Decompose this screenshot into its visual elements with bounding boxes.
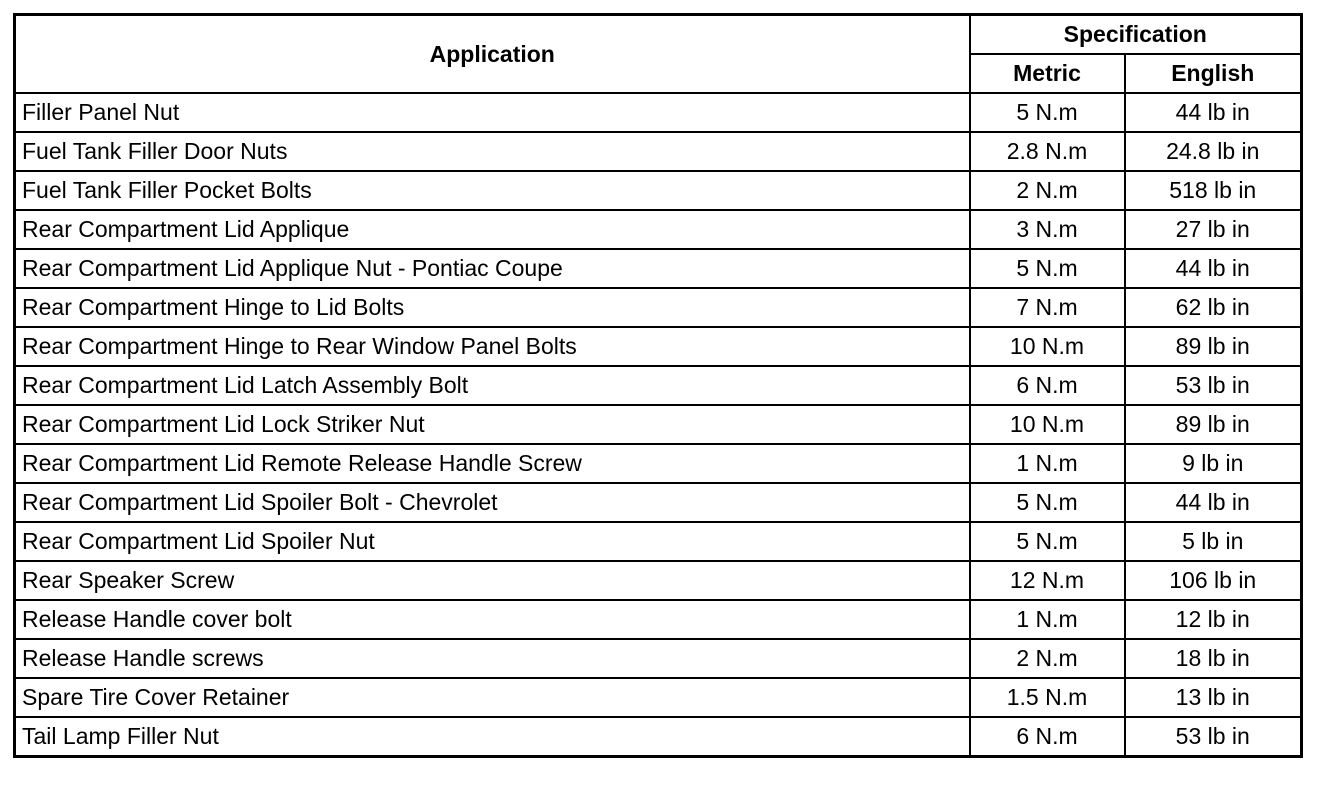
application-cell: Release Handle cover bolt	[15, 600, 970, 639]
english-cell: 44 lb in	[1125, 483, 1302, 522]
metric-cell: 5 N.m	[970, 483, 1125, 522]
table-row	[15, 132, 1302, 171]
english-cell: 12 lb in	[1125, 600, 1302, 639]
english-header: English	[1125, 54, 1302, 93]
application-cell: Release Handle screws	[15, 639, 970, 678]
table-body	[15, 93, 1302, 757]
english-cell: 24.8 lb in	[1125, 132, 1302, 171]
table-row	[15, 678, 1302, 717]
application-cell: Rear Compartment Lid Lock Striker Nut	[15, 405, 970, 444]
metric-cell: 1.5 N.m	[970, 678, 1125, 717]
english-cell: 5 lb in	[1125, 522, 1302, 561]
application-cell: Rear Speaker Screw	[15, 561, 970, 600]
table-row	[15, 600, 1302, 639]
table-row	[15, 210, 1302, 249]
application-cell: Rear Compartment Lid Spoiler Nut	[15, 522, 970, 561]
table-row	[15, 366, 1302, 405]
application-cell: Rear Compartment Hinge to Rear Window Panel Bolts	[15, 327, 970, 366]
table-row	[15, 327, 1302, 366]
english-cell: 18 lb in	[1125, 639, 1302, 678]
english-cell: 89 lb in	[1125, 405, 1302, 444]
metric-cell: 5 N.m	[970, 249, 1125, 288]
metric-cell: 2 N.m	[970, 639, 1125, 678]
metric-cell: 10 N.m	[970, 405, 1125, 444]
english-cell: 62 lb in	[1125, 288, 1302, 327]
table-row	[15, 561, 1302, 600]
application-header: Application	[15, 15, 970, 94]
metric-cell: 10 N.m	[970, 327, 1125, 366]
english-cell: 518 lb in	[1125, 171, 1302, 210]
table-row	[15, 288, 1302, 327]
english-cell: 44 lb in	[1125, 93, 1302, 132]
application-cell: Rear Compartment Lid Latch Assembly Bolt	[15, 366, 970, 405]
metric-cell: 6 N.m	[970, 717, 1125, 757]
table-row	[15, 639, 1302, 678]
metric-cell: 6 N.m	[970, 366, 1125, 405]
application-cell: Rear Compartment Lid Applique	[15, 210, 970, 249]
english-cell: 9 lb in	[1125, 444, 1302, 483]
application-cell: Fuel Tank Filler Pocket Bolts	[15, 171, 970, 210]
english-cell: 27 lb in	[1125, 210, 1302, 249]
table-row	[15, 444, 1302, 483]
metric-cell: 1 N.m	[970, 444, 1125, 483]
english-cell: 106 lb in	[1125, 561, 1302, 600]
specification-header: Specification	[970, 15, 1302, 55]
application-cell: Rear Compartment Hinge to Lid Bolts	[15, 288, 970, 327]
table-row	[15, 405, 1302, 444]
table-row	[15, 249, 1302, 288]
english-cell: 89 lb in	[1125, 327, 1302, 366]
english-cell: 44 lb in	[1125, 249, 1302, 288]
metric-cell: 5 N.m	[970, 522, 1125, 561]
application-cell: Rear Compartment Lid Remote Release Handle Screw	[15, 444, 970, 483]
application-cell: Fuel Tank Filler Door Nuts	[15, 132, 970, 171]
english-cell: 53 lb in	[1125, 717, 1302, 757]
application-cell: Tail Lamp Filler Nut	[15, 717, 970, 757]
english-cell: 13 lb in	[1125, 678, 1302, 717]
metric-cell: 7 N.m	[970, 288, 1125, 327]
table-row	[15, 522, 1302, 561]
application-cell: Rear Compartment Lid Spoiler Bolt - Chevrolet	[15, 483, 970, 522]
application-cell: Rear Compartment Lid Applique Nut - Pontiac Coupe	[15, 249, 970, 288]
table-row	[15, 93, 1302, 132]
table-row	[15, 483, 1302, 522]
application-cell: Spare Tire Cover Retainer	[15, 678, 970, 717]
header-row-top	[15, 15, 1302, 55]
metric-cell: 1 N.m	[970, 600, 1125, 639]
metric-header: Metric	[970, 54, 1125, 93]
metric-cell: 2.8 N.m	[970, 132, 1125, 171]
specification-table	[13, 13, 1303, 758]
metric-cell: 5 N.m	[970, 93, 1125, 132]
table-row	[15, 717, 1302, 757]
table-row	[15, 171, 1302, 210]
metric-cell: 12 N.m	[970, 561, 1125, 600]
metric-cell: 2 N.m	[970, 171, 1125, 210]
application-cell: Filler Panel Nut	[15, 93, 970, 132]
english-cell: 53 lb in	[1125, 366, 1302, 405]
metric-cell: 3 N.m	[970, 210, 1125, 249]
